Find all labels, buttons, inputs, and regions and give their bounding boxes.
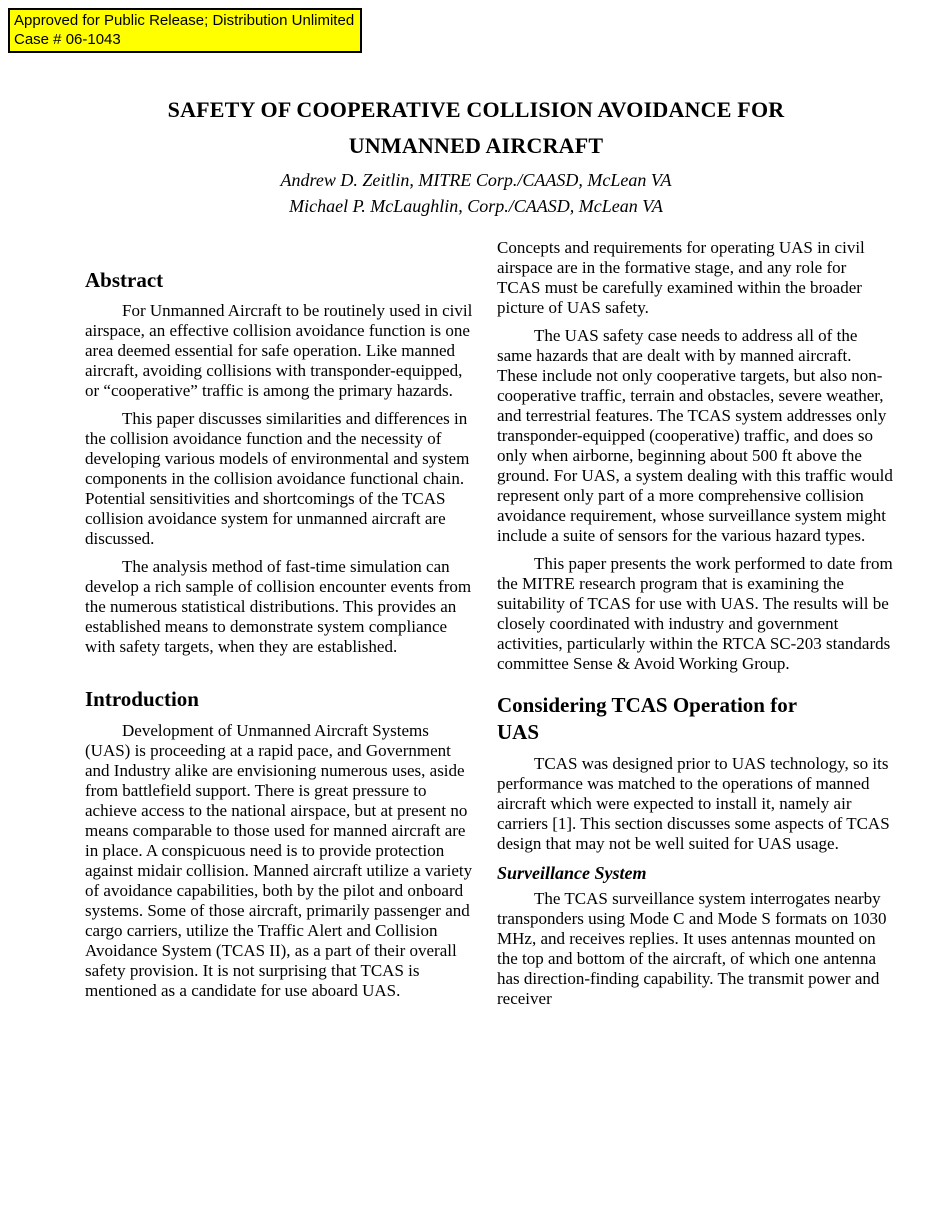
body-paragraph: The TCAS surveillance system interrogates nearby transponders using Mode C and Mode S formats on 1030 MHz, and receives replies. It uses antennas mounted on the top and bottom of the aircraft, of which one antenna has direction-finding capability. The transmit power and receiver <box>497 889 887 1008</box>
surveillance-system-heading: Surveillance System <box>497 863 647 883</box>
abstract-heading: Abstract <box>85 268 164 292</box>
author-1: Andrew D. Zeitlin, MITRE Corp./CAASD, McLean VA <box>280 170 672 190</box>
paper-title-line-2: UNMANNED AIRCRAFT <box>348 133 604 158</box>
right-column <box>497 238 893 1017</box>
body-paragraph: TCAS was designed prior to UAS technology, so its performance was matched to the operations of manned aircraft which were expected to install it, namely air carriers [1]. This section discusses some aspects of TCAS design that may not be well suited for UAS usage. <box>497 754 890 853</box>
body-paragraph: This paper presents the work performed to date from the MITRE research program that is examining the suitability of TCAS for use with UAS. The results will be closely coordinated with industry and government activities, particularly within the RTCA SC-203 standards committee Sense & Avoid Working Group. <box>497 554 893 673</box>
abstract-paragraph-3: The analysis method of fast-time simulation can develop a rich sample of collision encounter events from the numerous statistical distributions. This provides an established means to demonstrate system compliance with safety targets, when they are established. <box>85 557 472 656</box>
considering-tcas-heading-line-1: Considering TCAS Operation for <box>497 693 798 717</box>
body-paragraph: Concepts and requirements for operating UAS in civil airspace are in the formative stage, and any role for TCAS must be carefully examined within the broader picture of UAS safety. <box>497 238 865 317</box>
paper-header <box>0 92 952 219</box>
author-2: Michael P. McLaughlin, Corp./CAASD, McLean VA <box>289 196 663 216</box>
abstract-paragraph-1: For Unmanned Aircraft to be routinely used in civil airspace, an effective collision avoidance function is one area deemed essential for safe operation. Like manned aircraft, avoiding collisions with transponder-equipped, or “cooperative” traffic is among the primary hazards. <box>85 301 473 400</box>
abstract-paragraph-2: This paper discusses similarities and differences in the collision avoidance function and the necessity of developing various models of environmental and system components in the collision avoidance functional chain. Potential sensitivities and shortcomings of the TCAS collision avoidance system for unmanned aircraft are discussed. <box>85 409 470 548</box>
considering-tcas-heading-line-2: UAS <box>497 720 540 744</box>
approval-banner <box>8 8 362 53</box>
approval-banner-line-1: Approved for Public Release; Distribution Unlimited <box>14 12 355 29</box>
approval-banner-line-2: Case # 06-1043 <box>14 31 121 48</box>
introduction-paragraph-1: Development of Unmanned Aircraft Systems (UAS) is proceeding at a rapid pace, and Government and Industry alike are envisioning numerous uses, aside from battlefield support. There is great pressure to achieve access to the national airspace, but at present no means comparable to those used for manned aircraft are in place. A conspicuous need is to provide protection against midair collision. Manned aircraft utilize a variety of avoidance capabilities, both by the pilot and onboard systems. Some of those aircraft, primarily passenger and cargo carriers, utilize the Traffic Alert and Collision Avoidance System (TCAS II), as a part of their overall safety provision. It is not surprising that TCAS is mentioned as a candidate for use aboard UAS. <box>85 721 473 1000</box>
paper-title-line-1: SAFETY OF COOPERATIVE COLLISION AVOIDANCE FOR <box>167 97 785 122</box>
author-block <box>0 167 952 219</box>
introduction-heading: Introduction <box>85 687 199 711</box>
left-column <box>85 240 477 1009</box>
considering-tcas-heading <box>497 692 893 746</box>
body-paragraph: The UAS safety case needs to address all of the same hazards that are dealt with by manned aircraft. These include not only cooperative targets, but also non-cooperative traffic, terrain and obstacles, severe weather, and terrestrial features. The TCAS system addresses only transponder-equipped (cooperative) traffic, and does so only when airborne, beginning about 500 ft above the ground. For UAS, a system dealing with this traffic would represent only part of a more comprehensive collision avoidance requirement, whose surveillance system might include a suite of sensors for the various hazard types. <box>497 326 893 545</box>
